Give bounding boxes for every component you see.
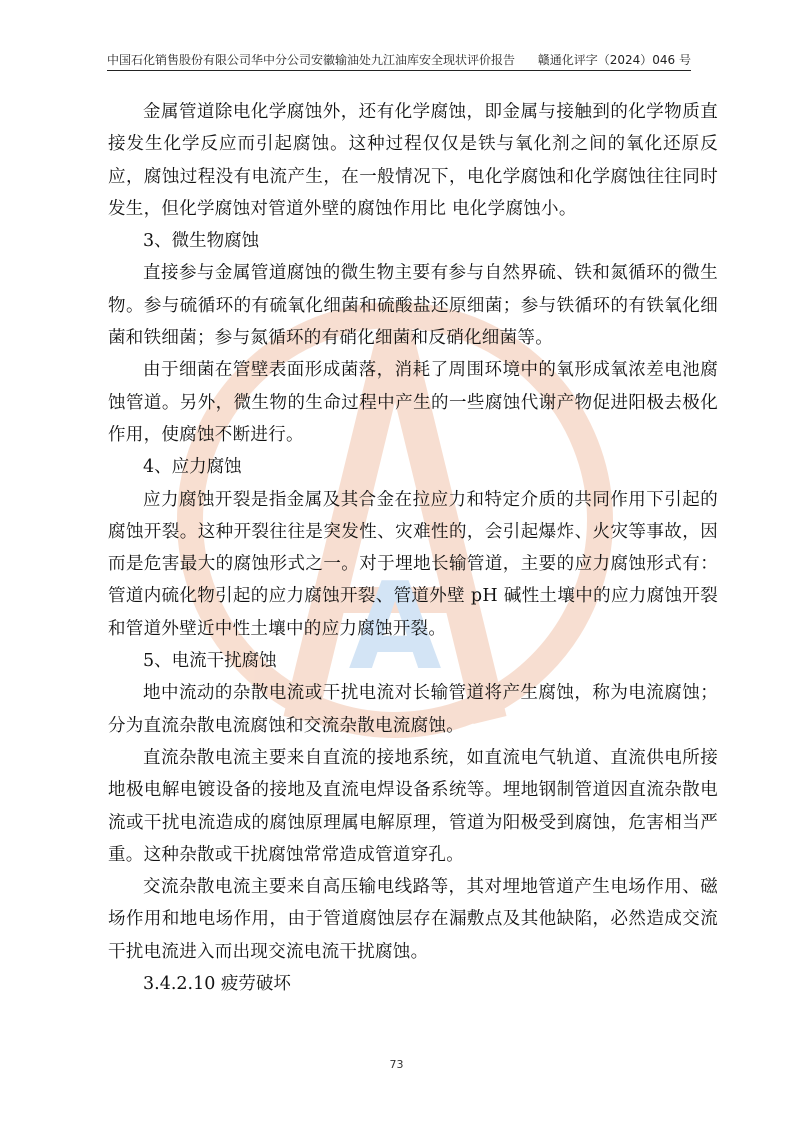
heading-microbial-corrosion: 3、微生物腐蚀 — [143, 231, 260, 252]
page-number: 73 — [389, 1058, 404, 1071]
page-header — [107, 50, 691, 71]
heading-fatigue-failure: 3.4.2.10 疲劳破坏 — [143, 974, 291, 995]
heading-stress-corrosion: 4、应力腐蚀 — [143, 457, 242, 478]
body-content — [108, 96, 718, 1000]
paragraph-stray-current: 地中流动的杂散电流或干扰电流对长输管道将产生腐蚀，称为电流腐蚀；分为直流杂散电流腐蚀和交流杂散电流腐蚀。 — [108, 683, 718, 736]
paragraph-microbes: 直接参与金属管道腐蚀的微生物主要有参与自然界硫、铁和氮循环的微生物。参与硫循环的有硫氧化细菌和硫酸盐还原细菌；参与铁循环的有铁氧化细菌和铁细菌；参与氮循环的有硝化细菌和反硝化细菌等。 — [108, 263, 718, 349]
paragraph-stress-corrosion: 应力腐蚀开裂是指金属及其合金在拉应力和特定介质的共同作用下引起的腐蚀开裂。这种开裂往往是突发性、灾难性的，会引起爆炸、火灾等事故，因而是危害最大的腐蚀形式之一。对于埋地长输管道，主要的应力腐蚀形式有：管道内硫化物引起的应力腐蚀开裂、管道外壁 pH 碱性土壤中的应力腐蚀开裂和管道外壁近中性土壤中的应力腐蚀开裂。 — [108, 489, 718, 639]
paragraph-bacteria-colonies: 由于细菌在管壁表面形成菌落，消耗了周围环境中的氧形成氧浓差电池腐蚀管道。另外，微生物的生命过程中产生的一些腐蚀代谢产物促进阳极去极化作用，使腐蚀不断进行。 — [108, 360, 718, 445]
report-title: 中国石化销售股份有限公司华中分公司安徽输油处九江油库安全现状评价报告 — [107, 53, 516, 67]
paragraph-ac-stray-current: 交流杂散电流主要来自高压输电线路等，其对埋地管道产生电场作用、磁场作用和地电场作用，由于管道腐蚀层存在漏敷点及其他缺陷，必然造成交流干扰电流进入而出现交流电流干扰腐蚀。 — [108, 877, 718, 962]
heading-current-interference: 5、电流干扰腐蚀 — [143, 651, 277, 672]
paragraph-dc-stray-current: 直流杂散电流主要来自直流的接地系统，如直流电气轨道、直流供电所接地极电解电镀设备的接地及直流电焊设备系统等。埋地钢制管道因直流杂散电流或干扰电流造成的腐蚀原理属电解原理，管道为阳极受到腐蚀，危害相当严重。这种杂散或干扰腐蚀常常造成管道穿孔。 — [108, 747, 718, 865]
document-number: 赣通化评字（2024）046 号 — [537, 53, 691, 67]
paragraph-chemical-corrosion: 金属管道除电化学腐蚀外，还有化学腐蚀，即金属与接触到的化学物质直接发生化学反应而引起腐蚀。这种过程仅仅是铁与氧化剂之间的氧化还原反应，腐蚀过程没有电流产生，在一般情况下，电化学腐蚀和化学腐蚀往往同时发生，但化学腐蚀对管道外壁的腐蚀作用比 电化学腐蚀小。 — [108, 102, 718, 219]
watermark-letter: A — [348, 558, 442, 697]
